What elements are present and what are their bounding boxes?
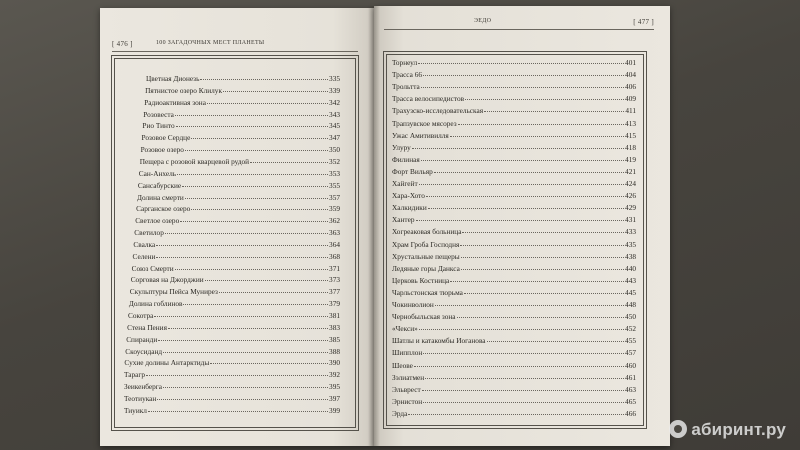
leader-dots	[422, 390, 624, 391]
leader-dots	[434, 172, 624, 173]
leader-dots	[158, 340, 328, 341]
contents-entry	[392, 179, 636, 188]
entry-title: Стена Пения	[127, 322, 167, 332]
leader-dots	[408, 414, 624, 415]
contents-entry	[127, 323, 340, 332]
leader-dots	[460, 245, 624, 246]
entry-page-number: 418	[625, 142, 636, 152]
leader-dots	[185, 150, 328, 151]
leader-dots	[182, 186, 328, 187]
contents-entry	[138, 181, 340, 190]
contents-entry	[124, 382, 340, 391]
entry-title: Сарганское озеро	[136, 204, 191, 214]
leader-dots	[423, 402, 624, 403]
entry-title: Рио Тинто	[142, 121, 175, 131]
left-header-rule	[112, 51, 358, 52]
contents-entry	[124, 394, 340, 403]
entry-page-number: 465	[625, 396, 636, 406]
contents-entry	[124, 406, 340, 415]
entry-page-number: 377	[329, 287, 340, 297]
entry-title: Зэлиатмен	[392, 372, 425, 382]
contents-entry	[137, 193, 340, 202]
contents-entry	[146, 74, 340, 83]
leader-dots	[457, 317, 625, 318]
leader-dots	[168, 328, 328, 329]
contents-entry	[134, 228, 340, 237]
entry-page-number: 457	[625, 348, 636, 358]
contents-entry	[392, 131, 636, 140]
entry-title: Сорговая на Джорджии	[130, 275, 204, 285]
leader-dots	[484, 111, 624, 112]
entry-page-number: 390	[329, 358, 340, 368]
contents-entry	[392, 227, 636, 236]
entry-title: Халкидики	[392, 203, 427, 213]
entry-page-number: 343	[329, 109, 340, 119]
contents-entry	[392, 348, 636, 357]
entry-page-number: 445	[625, 287, 636, 297]
entry-page-number: 339	[329, 85, 340, 95]
entry-page-number: 419	[625, 154, 636, 164]
leader-dots	[200, 79, 328, 80]
entry-page-number: 404	[625, 70, 636, 80]
entry-title: Тиуикл	[124, 405, 147, 415]
entry-title: Шипплон	[392, 348, 423, 358]
entry-title: Розовое Сердце	[141, 133, 191, 143]
contents-entry	[392, 215, 636, 224]
leader-dots	[175, 269, 328, 270]
entry-title: Храм Гроба Господня	[392, 239, 460, 249]
entry-page-number: 395	[329, 382, 340, 392]
contents-entry	[392, 264, 636, 273]
leader-dots	[177, 174, 328, 175]
leader-dots	[450, 281, 624, 282]
entry-title: Чарльстонская тюрьма	[392, 287, 463, 297]
entry-title: Чокинволион	[392, 300, 434, 309]
leader-dots	[223, 91, 328, 92]
contents-entry	[392, 361, 636, 370]
entry-title: Долина смерти	[137, 192, 184, 202]
contents-entry	[392, 70, 636, 79]
entry-page-number: 392	[329, 370, 340, 380]
watermark-text: абиринт.ру	[691, 420, 786, 439]
left-page-number: [ 476 ]	[112, 40, 133, 48]
entry-page-number: 452	[625, 324, 636, 334]
leader-dots	[157, 399, 328, 400]
entry-title: Хрустальные пещеры	[392, 251, 460, 261]
contents-entry	[392, 252, 636, 261]
contents-entry	[128, 311, 340, 320]
entry-title: Эльврест	[392, 384, 421, 394]
entry-title: Радиоактивная зона	[144, 97, 206, 107]
entry-page-number: 433	[625, 227, 636, 237]
leader-dots	[183, 304, 328, 305]
leader-dots	[419, 184, 624, 185]
left-running-title: 100 ЗАГАДОЧНЫХ МЕСТ ПЛАНЕТЫ	[156, 40, 265, 46]
contents-entry	[133, 252, 341, 261]
entry-title: Улуру	[392, 142, 411, 152]
entry-title: Сокотра	[128, 311, 154, 320]
contents-entry	[145, 86, 340, 95]
entry-page-number: 357	[329, 192, 340, 202]
entry-page-number: 397	[329, 393, 340, 403]
entry-page-number: 368	[329, 251, 340, 261]
leader-dots	[418, 63, 624, 64]
labirint-logo-icon	[669, 420, 687, 438]
contents-entry	[392, 288, 636, 297]
right-running-title: ЭЕДО	[474, 18, 492, 24]
entry-page-number: 362	[329, 216, 340, 226]
leader-dots	[487, 341, 624, 342]
entry-page-number: 363	[329, 228, 340, 238]
contents-entry	[135, 216, 340, 225]
entry-page-number: 335	[329, 74, 340, 83]
leader-dots	[421, 87, 624, 88]
entry-page-number: 421	[625, 166, 636, 176]
contents-entry	[142, 121, 340, 130]
entry-title: Союз Смерти	[131, 263, 174, 273]
entry-title: Церковь Костница	[392, 275, 450, 285]
entry-page-number: 463	[625, 384, 636, 394]
entry-title: Торнеул	[392, 58, 418, 67]
contents-entry	[133, 240, 340, 249]
entry-page-number: 350	[329, 145, 340, 155]
leader-dots	[425, 378, 624, 379]
leader-dots	[462, 232, 624, 233]
entry-page-number: 399	[329, 405, 340, 415]
entry-page-number: 381	[329, 311, 340, 320]
contents-entry	[139, 169, 340, 178]
entry-page-number: 347	[329, 133, 340, 143]
leader-dots	[163, 352, 328, 353]
entry-title: Хогреаковая больница	[392, 227, 462, 237]
entry-page-number: 429	[625, 203, 636, 213]
entry-page-number: 352	[329, 156, 340, 166]
leader-dots	[180, 221, 328, 222]
entry-page-number: 455	[625, 336, 636, 346]
entry-page-number: 443	[625, 275, 636, 285]
entry-title: Пещера с розовой кварцевой рудой	[139, 156, 250, 166]
leader-dots	[146, 375, 328, 376]
entry-title: Трасса 66	[392, 70, 422, 80]
contents-entry	[140, 157, 340, 166]
leader-dots	[156, 245, 328, 246]
leader-dots	[450, 136, 624, 137]
leader-dots	[423, 353, 624, 354]
entry-title: Тарагр	[124, 370, 146, 380]
leader-dots	[176, 126, 328, 127]
entry-title: Селени	[132, 251, 156, 261]
leader-dots	[210, 363, 328, 364]
leader-dots	[465, 99, 624, 100]
contents-entry	[125, 347, 340, 356]
leader-dots	[461, 269, 624, 270]
entry-title: Хара-Хото	[392, 191, 425, 201]
entry-page-number: 401	[625, 58, 636, 67]
leader-dots	[185, 198, 328, 199]
contents-entry	[392, 58, 636, 67]
contents-entry	[129, 299, 340, 308]
leader-dots	[423, 75, 624, 76]
entry-page-number: 355	[329, 180, 340, 190]
leader-dots	[191, 138, 328, 139]
entry-page-number: 413	[625, 118, 636, 128]
contents-entry	[130, 287, 340, 296]
entry-title: Сухие долины Антарктиды	[124, 358, 210, 368]
entry-page-number: 450	[625, 312, 636, 322]
entry-title: Трапзувское мясорез	[392, 118, 457, 128]
entry-page-number: 431	[625, 215, 636, 225]
entry-page-number: 406	[625, 82, 636, 92]
contents-entry	[392, 143, 636, 152]
right-page-number: [ 477 ]	[633, 18, 654, 26]
contents-entry	[142, 133, 341, 142]
entry-title: Долина гоблинов	[128, 299, 183, 309]
leader-dots	[250, 162, 328, 163]
entry-page-number: 448	[625, 300, 636, 309]
entry-title: Сан-Анхель	[138, 168, 177, 178]
entry-title: Хантер	[392, 215, 415, 225]
contents-entry	[392, 276, 636, 285]
entry-title: Эрда	[392, 408, 408, 418]
leader-dots	[163, 387, 328, 388]
entry-page-number: 353	[329, 168, 340, 178]
contents-entry	[392, 324, 636, 333]
leader-dots	[461, 257, 624, 258]
entry-title: Шеове	[392, 360, 413, 370]
entry-title: Филиная	[392, 154, 420, 164]
entry-title: Светлое озеро	[135, 216, 180, 226]
entry-title: Ледяные горы Данкса	[392, 263, 460, 273]
entry-title: Шатлы и катакомбы Иоганова	[392, 336, 486, 346]
entry-page-number: 435	[625, 239, 636, 249]
entry-page-number: 409	[625, 94, 636, 104]
leader-dots	[435, 305, 624, 306]
leader-dots	[421, 160, 624, 161]
contents-entry	[392, 167, 636, 176]
entry-title: Эрнистон	[392, 396, 423, 406]
contents-entry	[392, 119, 636, 128]
leader-dots	[464, 293, 624, 294]
right-header-rule	[384, 29, 654, 30]
entry-title: Сансабурские	[137, 180, 182, 190]
entry-page-number: 461	[625, 372, 636, 382]
contents-entry	[132, 264, 340, 273]
entry-title: Цветная Дионезь	[146, 74, 200, 83]
entry-title: Пятнистое озеро Клилук	[145, 85, 222, 95]
entry-page-number: 460	[625, 360, 636, 370]
contents-entry	[392, 300, 636, 309]
leader-dots	[175, 115, 328, 116]
entry-page-number: 383	[329, 322, 340, 332]
leader-dots	[148, 411, 328, 412]
entry-title: Теотиукан	[124, 393, 157, 403]
leader-dots	[458, 124, 624, 125]
leader-dots	[412, 148, 624, 149]
contents-entry	[392, 203, 636, 212]
entry-title: Светилор	[134, 228, 164, 238]
contents-entry	[392, 312, 636, 321]
contents-entry	[144, 98, 340, 107]
entry-title: Скоусиданд	[125, 346, 163, 356]
watermark	[669, 420, 786, 440]
entry-title: Розовое озеро	[140, 145, 184, 155]
leader-dots	[156, 257, 328, 258]
leader-dots	[426, 196, 624, 197]
contents-entry	[126, 335, 340, 344]
entry-page-number: 388	[329, 346, 340, 356]
entry-title: Свалка	[133, 239, 156, 249]
entry-title: «Чекси»	[392, 324, 418, 334]
entry-page-number: 373	[329, 275, 340, 285]
contents-entry	[141, 145, 340, 154]
contents-entry	[136, 204, 340, 213]
entry-page-number: 379	[329, 299, 340, 309]
entry-title: Трольтта	[392, 82, 420, 92]
entry-page-number: 364	[329, 239, 340, 249]
entry-page-number: 371	[329, 263, 340, 273]
leader-dots	[416, 220, 625, 221]
leader-dots	[414, 366, 624, 367]
entry-page-number: 342	[329, 97, 340, 107]
contents-entry	[392, 385, 636, 394]
entry-title: Ужас Амитивилля	[392, 130, 449, 140]
entry-page-number: 438	[625, 251, 636, 261]
leader-dots	[428, 208, 624, 209]
contents-entry	[392, 191, 636, 200]
entry-page-number: 385	[329, 334, 340, 344]
entry-title: Розовеста	[143, 109, 174, 119]
entry-title: Форт Вильяр	[392, 166, 433, 176]
entry-title: Трахузско-исследовательская	[392, 106, 484, 116]
entry-title: Трасса велосипедистов	[392, 94, 465, 104]
entry-title: Зеикенберга	[124, 382, 163, 392]
contents-entry	[392, 336, 636, 345]
leader-dots	[219, 292, 328, 293]
entry-page-number: 440	[625, 263, 636, 273]
contents-entry	[392, 397, 636, 406]
contents-entry	[131, 275, 340, 284]
entry-page-number: 424	[625, 179, 636, 188]
entry-page-number: 411	[625, 106, 636, 116]
leader-dots	[165, 233, 328, 234]
leader-dots	[207, 103, 328, 104]
entry-page-number: 426	[625, 191, 636, 201]
contents-entry	[124, 358, 340, 367]
contents-entry	[392, 409, 636, 418]
entry-page-number: 415	[625, 130, 636, 140]
entry-title: Спиранди	[126, 334, 158, 344]
leader-dots	[191, 209, 328, 210]
entry-title: Чернобыльская зона	[392, 312, 456, 322]
contents-entry	[392, 82, 636, 91]
book-gutter	[368, 6, 380, 446]
contents-entry	[392, 240, 636, 249]
contents-entry	[392, 106, 636, 115]
leader-dots	[419, 329, 624, 330]
contents-entry	[392, 373, 636, 382]
entry-title: Скульптуры Пейса Мунирез	[129, 287, 218, 297]
entry-page-number: 359	[329, 204, 340, 214]
entry-page-number: 345	[329, 121, 340, 131]
leader-dots	[205, 280, 328, 281]
contents-entry	[143, 110, 340, 119]
contents-entry	[392, 94, 636, 103]
contents-entry	[392, 155, 636, 164]
entry-page-number: 466	[625, 408, 636, 418]
contents-entry	[124, 370, 340, 379]
leader-dots	[154, 316, 328, 317]
entry-title: Хайгейт	[392, 179, 418, 188]
